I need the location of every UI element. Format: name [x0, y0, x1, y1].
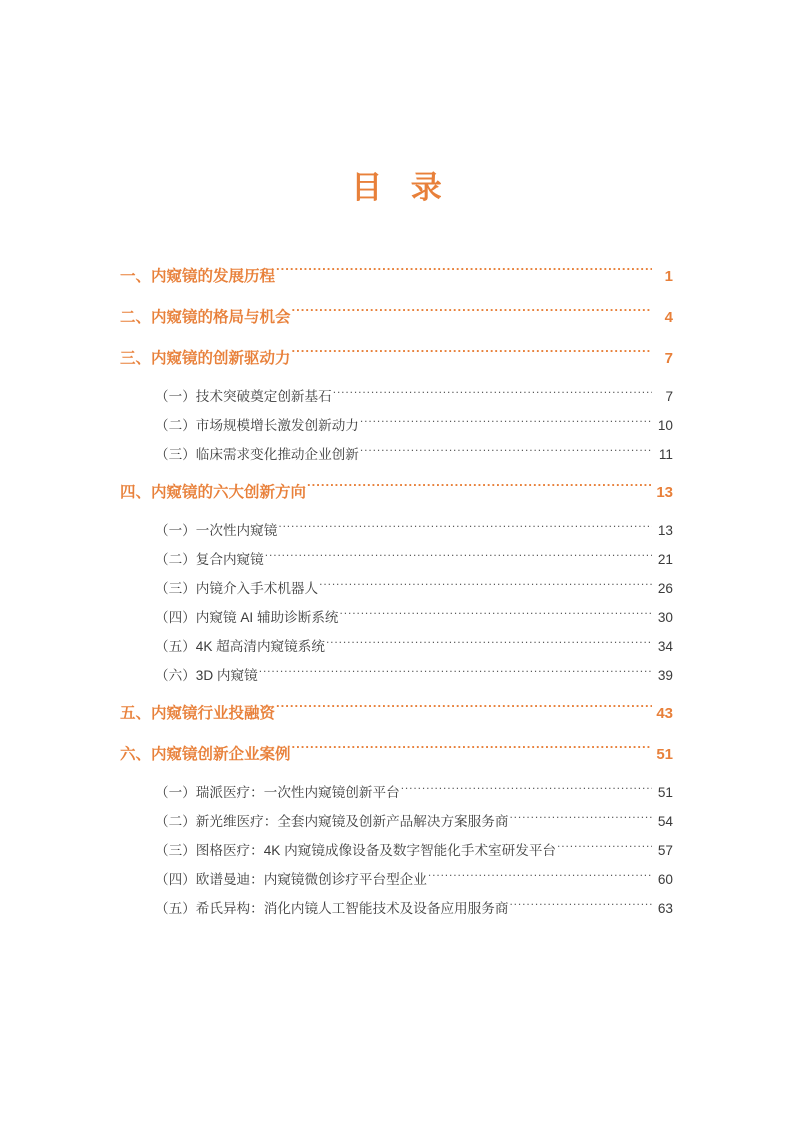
- toc-dot-leader: [340, 608, 652, 622]
- toc-entry-page-number: 7: [664, 350, 673, 367]
- toc-entry-label: （四）欧谱曼迪：内窥镜微创诊疗平台型企业: [155, 872, 427, 887]
- toc-dot-leader: [509, 812, 652, 826]
- toc-entry-page-number: 30: [657, 610, 673, 625]
- toc-entry-level-1[interactable]: [120, 478, 673, 519]
- toc-entry-page-number: 51: [657, 785, 673, 800]
- toc-entry-level-2[interactable]: [120, 606, 673, 635]
- toc-entry-label: （三）临床需求变化推动企业创新: [155, 447, 359, 462]
- toc-entry-level-2[interactable]: [120, 839, 673, 868]
- toc-entry-level-2[interactable]: [120, 781, 673, 810]
- toc-entry-level-1[interactable]: [120, 303, 673, 344]
- toc-entry-level-2[interactable]: [120, 414, 673, 443]
- toc-entry-page-number: 7: [665, 389, 673, 404]
- toc-entry-label: （五）4K 超高清内窥镜系统: [155, 639, 325, 654]
- toc-entry-page-number: 39: [657, 668, 673, 683]
- toc-dot-leader: [360, 416, 652, 430]
- toc-entry-label: 三、内窥镜的创新驱动力: [120, 350, 291, 367]
- page-title: 目 录: [351, 170, 452, 205]
- toc-entry-label: 五、内窥镜行业投融资: [120, 705, 276, 722]
- toc-entry-label: （四）内窥镜 AI 辅助诊断系统: [155, 610, 339, 625]
- toc-dot-leader: [360, 445, 652, 459]
- toc-entry-level-2[interactable]: [120, 868, 673, 897]
- toc-entry-label: （三）图格医疗：4K 内窥镜成像设备及数字智能化手术室研发平台: [155, 843, 557, 858]
- toc-dot-leader: [278, 521, 652, 535]
- toc-dot-leader: [259, 666, 652, 680]
- toc-entry-page-number: 26: [657, 581, 673, 596]
- toc-entry-level-2[interactable]: [120, 443, 673, 472]
- toc-entry-page-number: 10: [657, 418, 673, 433]
- toc-entry-level-2[interactable]: [120, 664, 673, 693]
- toc-entry-level-1[interactable]: [120, 344, 673, 385]
- toc-entry-level-2[interactable]: [120, 577, 673, 606]
- toc-dot-leader: [319, 579, 652, 593]
- toc-entry-level-2[interactable]: [120, 548, 673, 577]
- toc-entry-label: 四、内窥镜的六大创新方向: [120, 484, 307, 501]
- toc-entry-label: 六、内窥镜创新企业案例: [120, 746, 291, 763]
- toc-entry-page-number: 43: [656, 705, 673, 722]
- toc-dot-leader: [292, 307, 652, 323]
- toc-entry-label: （五）希氏异构：消化内镜人工智能技术及设备应用服务商: [155, 901, 509, 916]
- toc-entry-page-number: 60: [657, 872, 673, 887]
- toc-entry-page-number: 51: [656, 746, 673, 763]
- toc-entry-page-number: 11: [658, 447, 673, 462]
- toc-entry-page-number: 1: [664, 268, 673, 285]
- toc-dot-leader: [333, 387, 652, 401]
- toc-entry-page-number: 34: [657, 639, 673, 654]
- toc-entry-page-number: 13: [657, 523, 673, 538]
- toc-entry-level-2[interactable]: [120, 519, 673, 548]
- toc-entry-level-1[interactable]: [120, 740, 673, 781]
- toc-dot-leader: [401, 783, 652, 797]
- toc-entry-page-number: 54: [657, 814, 673, 829]
- toc-entry-level-2[interactable]: [120, 897, 673, 926]
- toc-dot-leader: [292, 744, 652, 760]
- toc-dot-leader: [509, 899, 652, 913]
- toc-entry-label: 二、内窥镜的格局与机会: [120, 309, 291, 326]
- toc-dot-leader: [276, 703, 652, 719]
- toc-entry-label: 一、内窥镜的发展历程: [120, 268, 276, 285]
- toc-dot-leader: [557, 841, 652, 855]
- toc-entry-page-number: 63: [657, 901, 673, 916]
- toc-entry-page-number: 21: [657, 552, 673, 567]
- toc-entry-level-2[interactable]: [120, 810, 673, 839]
- toc-dot-leader: [276, 266, 652, 282]
- toc-entry-label: （二）新光维医疗：全套内窥镜及创新产品解决方案服务商: [155, 814, 509, 829]
- toc-entry-label: （二）市场规模增长激发创新动力: [155, 418, 359, 433]
- toc-dot-leader: [307, 482, 652, 498]
- toc-entry-level-2[interactable]: [120, 385, 673, 414]
- toc-entry-label: （三）内镜介入手术机器人: [155, 581, 319, 596]
- toc-entry-page-number: 13: [656, 484, 673, 501]
- toc-entry-label: （一）一次性内窥镜: [155, 523, 278, 538]
- table-of-contents: [120, 262, 673, 926]
- toc-entry-label: （一）瑞派医疗：一次性内窥镜创新平台: [155, 785, 400, 800]
- toc-entry-page-number: 57: [657, 843, 673, 858]
- toc-entry-page-number: 4: [664, 309, 673, 326]
- toc-dot-leader: [292, 348, 652, 364]
- toc-entry-level-1[interactable]: [120, 262, 673, 303]
- toc-entry-label: （二）复合内窥镜: [155, 552, 264, 567]
- toc-entry-level-2[interactable]: [120, 635, 673, 664]
- toc-dot-leader: [428, 870, 652, 884]
- toc-dot-leader: [326, 637, 652, 651]
- toc-dot-leader: [265, 550, 652, 564]
- toc-entry-level-1[interactable]: [120, 699, 673, 740]
- toc-entry-label: （六）3D 内窥镜: [155, 668, 258, 683]
- toc-entry-label: （一）技术突破奠定创新基石: [155, 389, 332, 404]
